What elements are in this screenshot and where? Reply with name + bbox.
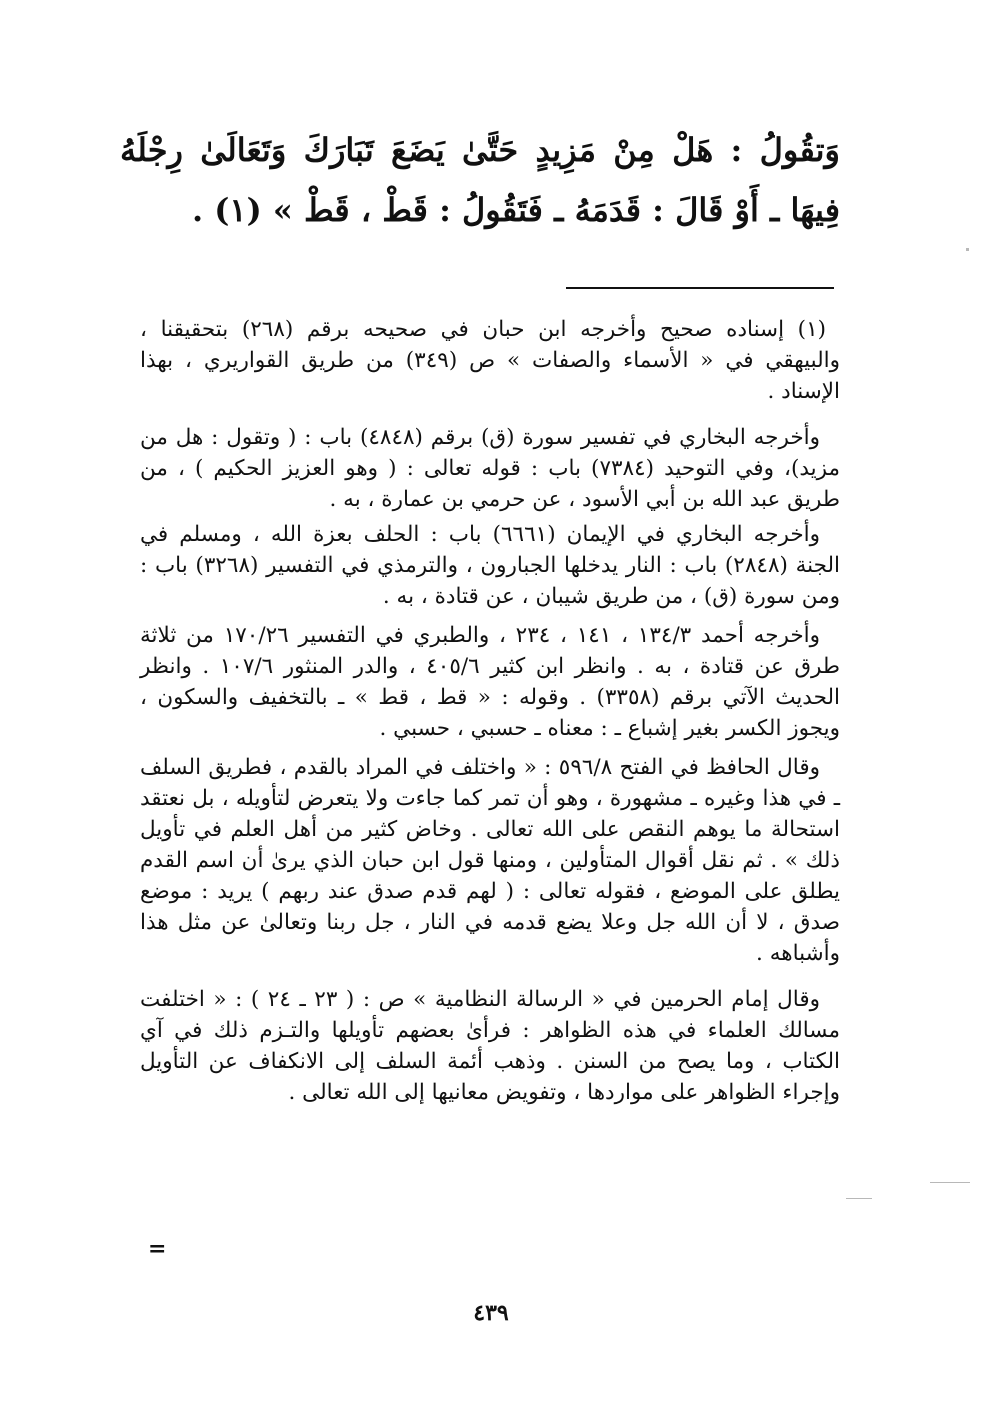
page-number: ٤٣٩ (473, 1300, 509, 1326)
scan-artifact (930, 1182, 970, 1183)
hadith-text: وَتقُولُ : هَلْ مِنْ مَزِيدٍ حَتَّىٰ يَضَعَ تَبَارَكَ وَتَعَالَىٰ رِجْلَهُ فِيهَا ـ أَوْ قَالَ : قَدَمَهُ ـ فَتَقُولُ : قَطْ ، قَطْ » (١) . (120, 131, 840, 229)
footnote-paragraph: وقال إمام الحرمين في « الرسالة النظامية » ص : ( ٢٣ ـ ٢٤ ) : « اختلفت مسالك العلماء في هذه الظواهر : فرأىٰ بعضهم تأويلها والتـزم ذلك في آي الكتاب ، وما يصح من السنن . وذهب أئمة السلف إلى الانكفاف عن التأويل وإجراء الظواهر على مواردها ، وتفويض معانيها إلى الله تعالى . (140, 987, 840, 1105)
scan-artifact (966, 248, 969, 251)
footnotes-section (140, 314, 840, 1108)
footnote-paragraph: وأخرجه أحمد ١٣٤/٣ ، ١٤١ ، ٢٣٤ ، والطبري في التفسير ١٧٠/٢٦ من ثلاثة طرق عن قتادة ، به . وانظر ابن كثير ٤٠٥/٦ ، والدر المنثور ١٠٧/٦ . وانظر الحديث الآتي برقم (٣٣٥٨) . وقوله : « قط ، قط » ـ بالتخفيف والسكون ، ويجوز الكسر بغير إشباع ـ : معناه ـ حسبي ، حسبي . (140, 623, 840, 741)
footnote-paragraph: وقال الحافظ في الفتح ٥٩٦/٨ : « واختلف في المراد بالقدم ، فطريق السلف ـ في هذا وغيره ـ مشهورة ، وهو أن تمر كما جاءت ولا يتعرض لتأويله ، بل نعتقد استحالة ما يوهم النقص على الله تعالى . وخاض كثير من أهل العلم في تأويل ذلك » . ثم نقل أقوال المتأولين ، ومنها قول ابن حبان الذي يرىٰ أن اسم القدم يطلق على الموضع ، فقوله تعالى : ( لهم قدم صدق عند ربهم ) يريد : موضع صدق ، لا أن الله جل وعلا يضع قدمه في النار ، جل ربنا وتعالىٰ عن مثل هذا وأشباهه . (140, 755, 840, 966)
continuation-mark: = (148, 1236, 167, 1262)
scan-artifact (846, 1198, 872, 1199)
footnote-paragraph: (١) إسناده صحيح وأخرجه ابن حبان في صحيحه برقم (٢٦٨) بتحقيقنا ، والبيهقي في « الأسماء والصفات » ص (٣٤٩) من طريق القواريري ، بهذا الإسناد . (140, 317, 840, 404)
footnote-separator (566, 287, 834, 289)
footnote-paragraph: وأخرجه البخاري في الإيمان (٦٦٦١) باب : الحلف بعزة الله ، ومسلم في الجنة (٢٨٤٨) باب : النار يدخلها الجبارون ، والترمذي في التفسير (٣٢٦٨) باب : ومن سورة (ق) ، من طريق شيبان ، عن قتادة ، به . (140, 522, 841, 609)
footnote-paragraph: وأخرجه البخاري في تفسير سورة (ق) برقم (٤٨٤٨) باب : ( وتقول : هل من مزيد)، وفي التوحيد (٧٣٨٤) باب : قوله تعالى : ( وهو العزيز الحكيم ) ، من طريق عبد الله بن أبي الأسود ، عن حرمي بن عمارة ، به . (140, 425, 840, 512)
